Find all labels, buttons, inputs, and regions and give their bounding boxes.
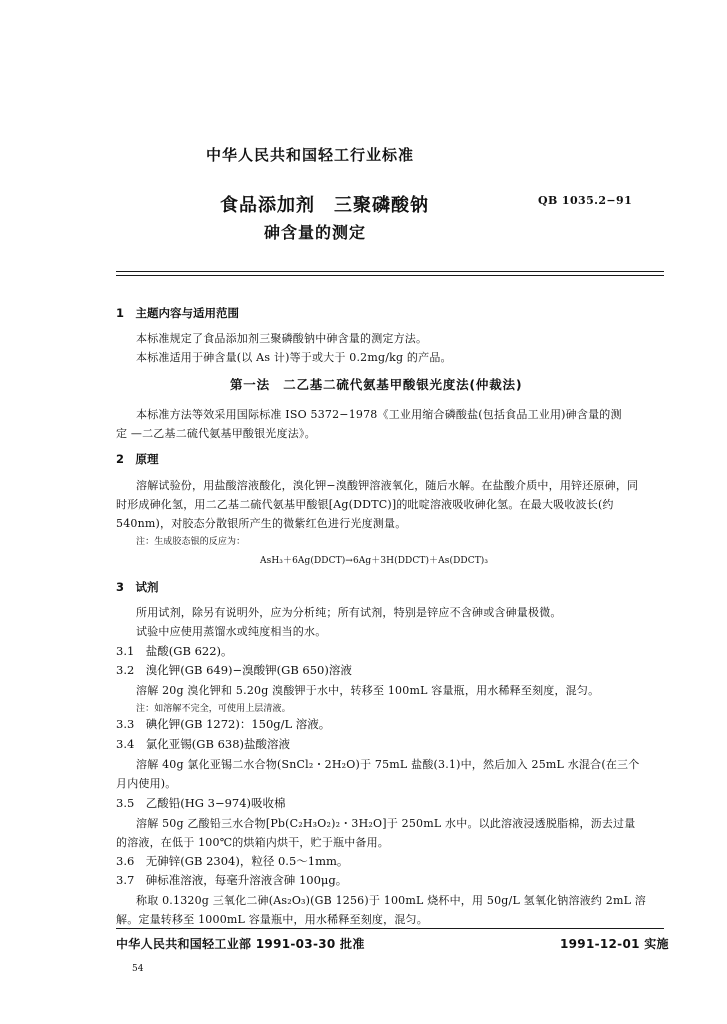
implementation-date: 1991-12-01 实施 [560, 937, 669, 951]
item-3-4-line-1: 溶解 40g 氯化亚锡二水合物(SnCl₂・2H₂O)于 75mL 盐酸(3.1)中，然后加入 25mL 水混合(在三个 [136, 758, 640, 771]
item-3-3: 3.3 碘化钾(GB 1272)：150g/L 溶液。 [116, 717, 331, 731]
section-3-heading: 3 试剂 [116, 580, 159, 594]
header-rule-bottom [116, 275, 664, 276]
item-3-7-line-1: 称取 0.1320g 三氧化二砷(As₂O₃)(GB 1256)于 100mL 烧杯中，用 50g/L 氢氧化钠溶液约 2mL 溶 [136, 894, 646, 907]
item-3-5-title: 3.5 乙酸铅(HG 3−974)吸收棉 [116, 796, 286, 810]
chemical-equation: AsH₃＋6Ag(DDCT)→6Ag＋3H(DDCT)＋As(DDCT)₃ [260, 556, 489, 566]
section-2-note: 注：生成胶态银的反应为： [136, 537, 246, 547]
item-3-5-line-2: 的溶液，在低于 100℃的烘箱内烘干，贮于瓶中备用。 [116, 836, 389, 849]
item-3-7-title: 3.7 砷标准溶液，每毫升溶液含砷 100μg。 [116, 873, 348, 887]
section-3-paragraph-2: 试验中应使用蒸馏水或纯度相当的水。 [136, 625, 327, 638]
page-number: 54 [132, 964, 144, 974]
standard-code: QB 1035.2−91 [538, 194, 633, 207]
method-paragraph-line-1: 本标准方法等效采用国际标准 ISO 5372−1978《工业用缩合磷酸盐(包括食品工业用)砷含量的测 [136, 408, 622, 421]
item-3-6: 3.6 无砷锌(GB 2304)，粒径 0.5～1mm。 [116, 854, 349, 868]
item-3-2-note: 注：如溶解不完全，可使用上层清液。 [136, 704, 291, 714]
item-3-7-line-2: 解。定量转移至 1000mL 容量瓶中，用水稀释至刻度，混匀。 [116, 913, 428, 926]
item-3-4-line-2: 月内使用)。 [116, 777, 177, 790]
item-3-2-text: 溶解 20g 溴化钾和 5.20g 溴酸钾于水中，转移至 100mL 容量瓶，用水稀释至刻度，混匀。 [136, 684, 600, 697]
item-3-5-line-1: 溶解 50g 乙酸铅三水合物[Pb(C₂H₃O₂)₂・3H₂O]于 250mL 水中。以此溶液浸透脱脂棉，沥去过量 [136, 817, 636, 830]
section-2-paragraph-line-2: 时形成砷化氢，用二乙基二硫代氨基甲酸银[Ag(DDTC)]的吡啶溶液吸收砷化氢。在最大吸收波长(约 [116, 498, 614, 511]
approval-info: 中华人民共和国轻工业部 1991-03-30 批准 [116, 937, 365, 951]
footer-rule [116, 928, 664, 929]
item-3-4-title: 3.4 氯化亚锡(GB 638)盐酸溶液 [116, 737, 291, 751]
section-1-paragraph-1: 本标准规定了食品添加剂三聚磷酸钠中砷含量的测定方法。 [136, 332, 428, 345]
organization-title: 中华人民共和国轻工行业标准 [206, 146, 415, 164]
section-1-heading: 1 主题内容与适用范围 [116, 306, 240, 320]
method-title: 第一法 二乙基二硫代氨基甲酸银光度法(仲裁法) [230, 377, 523, 392]
method-paragraph-line-2: 定 —二乙基二硫代氨基甲酸银光度法》。 [116, 427, 316, 440]
section-3-paragraph-1: 所用试剂，除另有说明外，应为分析纯；所有试剂，特别是锌应不含砷或含砷量极微。 [136, 606, 562, 619]
section-2-paragraph-line-3: 540nm)，对胶态分散银所产生的微紫红色进行光度测量。 [116, 517, 407, 530]
item-3-1: 3.1 盐酸(GB 622)。 [116, 644, 233, 658]
section-2-heading: 2 原理 [116, 452, 159, 466]
document-title-sub: 砷含量的测定 [264, 223, 367, 242]
item-3-2-title: 3.2 溴化钾(GB 649)−溴酸钾(GB 650)溶液 [116, 663, 352, 677]
section-2-paragraph-line-1: 溶解试验份，用盐酸溶液酸化，溴化钾−溴酸钾溶液氧化，随后水解。在盐酸介质中，用锌还原砷，同 [136, 479, 639, 492]
header-rule-top [116, 271, 664, 272]
document-title-main: 食品添加剂 三聚磷酸钠 [220, 195, 429, 216]
section-1-paragraph-2: 本标准适用于砷含量(以 As 计)等于或大于 0.2mg/kg 的产品。 [136, 351, 452, 364]
